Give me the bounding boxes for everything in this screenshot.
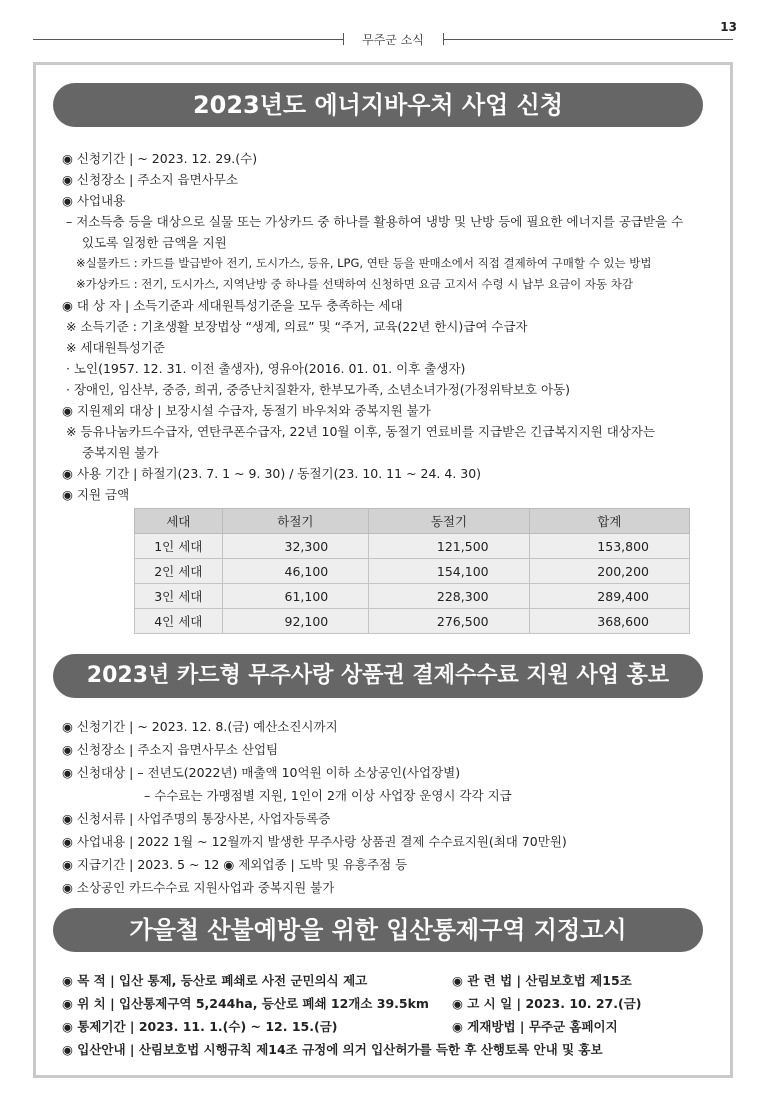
voucher-line: · 장애인, 임산부, 중증, 희귀, 중증난치질환자, 한부모가족, 소년소녀가정(가정위탁보호 아동) — [66, 382, 571, 397]
voucher-line: ※ 소득기준 : 기초생활 보장법상 “생계, 의료” 및 “주거, 교육(22년 한시)급여 수급자 — [66, 319, 528, 334]
table-cell: 3인 세대 — [135, 584, 223, 609]
voucher-line: ◉ 사용 기간 | 하절기(23. 7. 1 ~ 9. 30) / 동절기(23. 10. 11 ~ 24. 4. 30) — [62, 466, 482, 481]
voucher-line: ◉ 대 상 자 | 소득기준과 세대원특성기준을 모두 충족하는 세대 — [62, 298, 403, 313]
table-header: 동절기 — [369, 509, 529, 534]
table-cell: 121,500 — [369, 534, 529, 559]
table-cell: 32,300 — [222, 534, 369, 559]
voucher-line: ◉ 신청기간 | ~ 2023. 12. 29.(수) — [62, 151, 258, 166]
table-header: 합계 — [529, 509, 689, 534]
table-cell: 153,800 — [529, 534, 689, 559]
voucher-line: · 노인(1957. 12. 31. 이전 출생자), 영유아(2016. 01. 01. 이후 출생자) — [66, 361, 466, 376]
table-row — [135, 609, 690, 634]
header-title: 무주군 소식 — [362, 33, 424, 47]
gift-line: ◉ 신청서류 | 사업주명의 통장사본, 사업자등록증 — [62, 811, 331, 826]
gift-line: ◉ 신청대상 | – 전년도(2022년) 매출액 10억원 이하 소상공인(사업장별) — [62, 765, 461, 780]
header-rule-right — [443, 39, 733, 40]
voucher-line: ◉ 지원제외 대상 | 보장시설 수급자, 동절기 바우처와 중복지원 불가 — [62, 403, 431, 418]
header-rule-left — [33, 39, 343, 40]
forest-row — [62, 1016, 722, 1039]
voucher-line: ※ 세대원특성기준 — [66, 340, 165, 355]
table-cell: 46,100 — [222, 559, 369, 584]
voucher-title: 2023년도 에너지바우처 사업 신청 — [53, 83, 703, 127]
forest-item: ◉ 위 치 | 입산통제구역 5,244ha, 등산로 폐쇄 12개소 39.5km — [62, 996, 429, 1011]
table-header: 세대 — [135, 509, 223, 534]
forest-item: ◉ 입산안내 | 산림보호법 시행규칙 제14조 규정에 의거 입산허가를 득한 후 산행토록 안내 및 홍보 — [62, 1042, 603, 1057]
voucher-line: ◉ 지원 금액 — [62, 487, 130, 502]
gift-line: ◉ 사업내용 | 2022 1월 ~ 12월까지 발생한 무주사랑 상품권 결제 수수료지원(최대 70만원) — [62, 834, 567, 849]
table-row — [135, 584, 690, 609]
table-cell: 2인 세대 — [135, 559, 223, 584]
table-row — [135, 559, 690, 584]
forest-row — [62, 970, 722, 993]
table-row — [135, 534, 690, 559]
gift-line: ◉ 소상공인 카드수수료 지원사업과 중복지원 불가 — [62, 880, 335, 895]
table-cell: 1인 세대 — [135, 534, 223, 559]
voucher-line: ◉ 사업내용 — [62, 193, 126, 208]
gift-line: ◉ 신청기간 | ~ 2023. 12. 8.(금) 예산소진시까지 — [62, 719, 338, 734]
support-amount-table — [134, 508, 690, 634]
table-cell: 368,600 — [529, 609, 689, 634]
gift-line: ◉ 지급기간 | 2023. 5 ~ 12 ◉ 제외업종 | 도박 및 유흥주점 등 — [62, 857, 408, 872]
table-cell: 92,100 — [222, 609, 369, 634]
table-header-row — [135, 509, 690, 534]
table-cell: 61,100 — [222, 584, 369, 609]
voucher-line: – 저소득층 등을 대상으로 실물 또는 가상카드 중 하나를 활용하여 냉방 및 난방 등에 필요한 에너지를 공급받을 수 — [66, 214, 684, 229]
voucher-line: ※ 등유나눔카드수급자, 연탄쿠폰수급자, 22년 10월 이후, 동절기 연료비를 지급받은 긴급복지지원 대상자는 — [66, 424, 656, 439]
forest-row — [62, 993, 722, 1016]
table-cell: 276,500 — [369, 609, 529, 634]
forest-item: ◉ 목 적 | 입산 통제, 등산로 폐쇄로 사전 군민의식 제고 — [62, 973, 368, 988]
forest-item: ◉ 고 시 일 | 2023. 10. 27.(금) — [452, 996, 642, 1011]
table-cell: 228,300 — [369, 584, 529, 609]
voucher-line: ※실물카드 : 카드를 발급받아 전기, 도시가스, 등유, LPG, 연탄 등을 판매소에서 직접 결제하여 구매할 수 있는 방법 — [76, 256, 652, 270]
forest-item: ◉ 게재방법 | 무주군 홈페이지 — [452, 1019, 618, 1034]
voucher-body — [62, 148, 702, 505]
forest-row — [62, 1039, 722, 1062]
voucher-line: 중복지원 불가 — [82, 445, 159, 460]
forest-title: 가을철 산불예방을 위한 입산통제구역 지정고시 — [53, 908, 703, 952]
voucher-line: 있도록 일정한 금액을 지원 — [82, 235, 227, 250]
voucher-line: ※가상카드 : 전기, 도시가스, 지역난방 중 하나를 선택하여 신청하면 요금 고지서 수령 시 납부 요금이 자동 차감 — [76, 277, 633, 291]
forest-item: ◉ 통제기간 | 2023. 11. 1.(수) ~ 12. 15.(금) — [62, 1019, 338, 1034]
gift-line: ◉ 신청장소 | 주소지 읍면사무소 산업팀 — [62, 742, 279, 757]
table-cell: 4인 세대 — [135, 609, 223, 634]
table-cell: 289,400 — [529, 584, 689, 609]
table-cell: 200,200 — [529, 559, 689, 584]
voucher-line: ◉ 신청장소 | 주소지 읍면사무소 — [62, 172, 238, 187]
forest-body — [62, 970, 722, 1062]
page-number: 13 — [720, 20, 737, 34]
table-cell: 154,100 — [369, 559, 529, 584]
gift-body — [62, 716, 702, 900]
table-header: 하절기 — [222, 509, 369, 534]
forest-item: ◉ 관 련 법 | 산림보호법 제15조 — [452, 973, 632, 988]
gift-title: 2023년 카드형 무주사랑 상품권 결제수수료 지원 사업 홍보 — [53, 654, 703, 698]
gift-line: – 수수료는 가맹점별 지원, 1인이 2개 이상 사업장 운영시 각각 지급 — [144, 788, 512, 803]
